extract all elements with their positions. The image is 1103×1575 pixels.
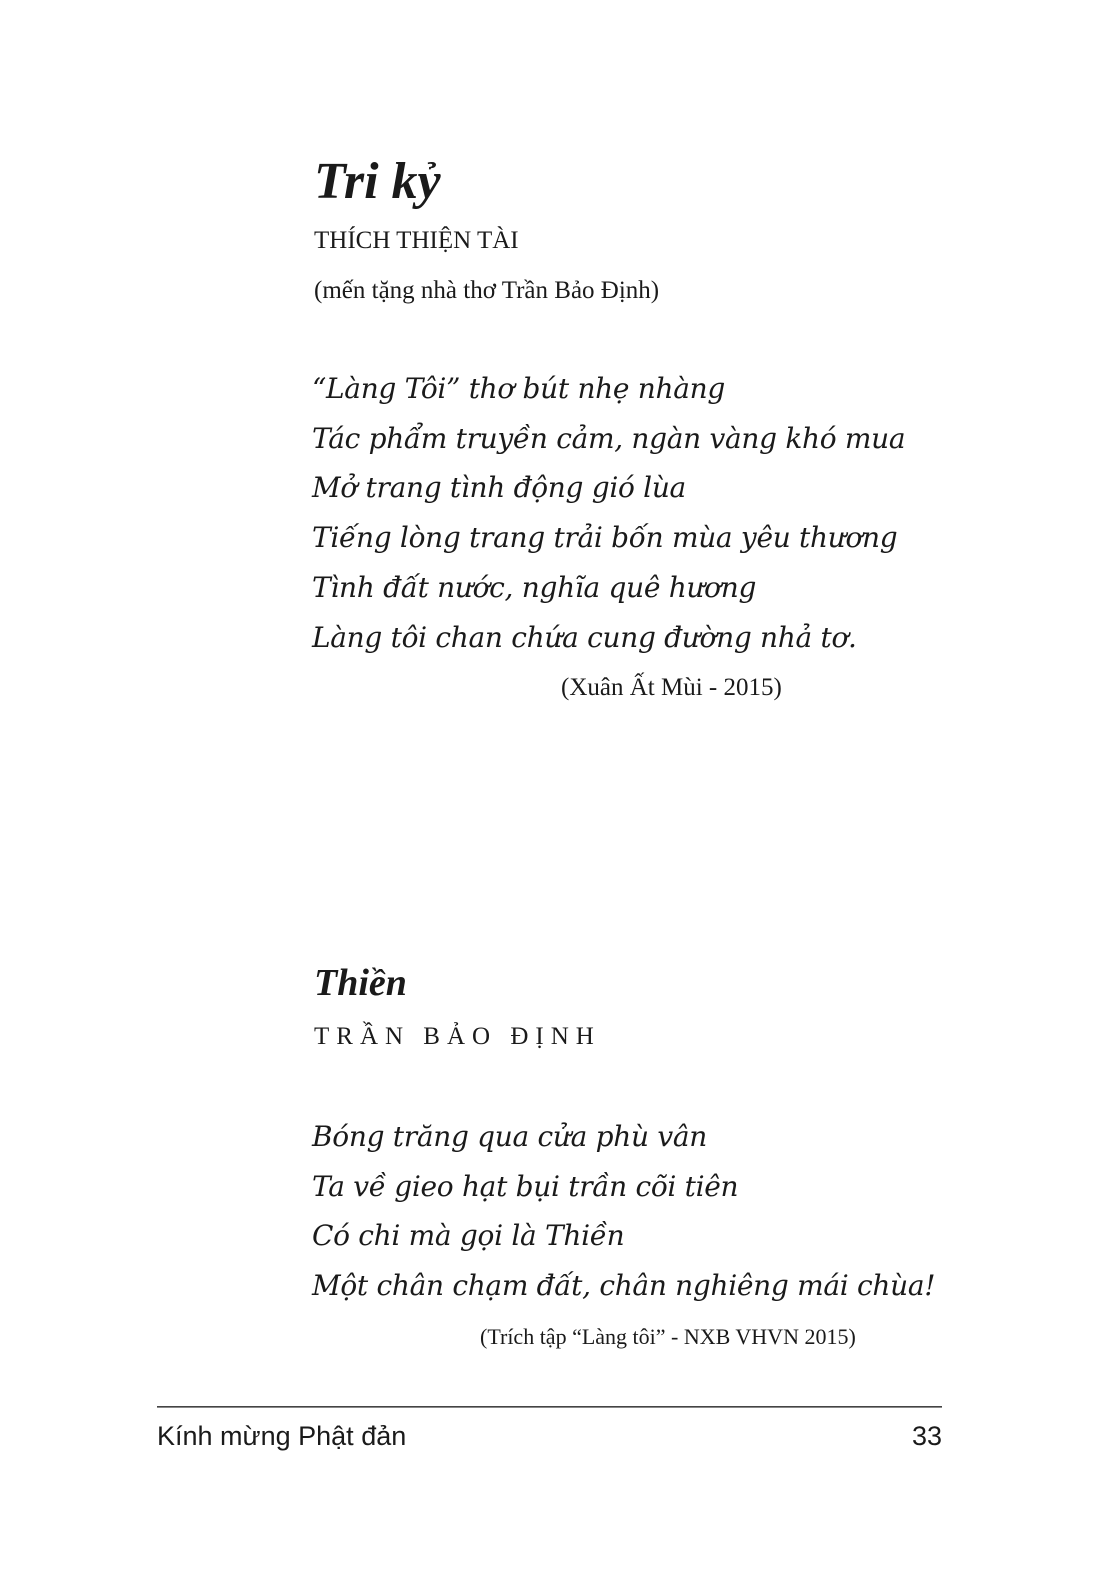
- poem-line: Ta về gieo hạt bụi trần cõi tiên: [312, 1169, 739, 1203]
- poem-dedication: (mến tặng nhà thơ Trần Bảo Định): [314, 277, 660, 304]
- footer-title: Kính mừng Phật đản: [157, 1421, 407, 1451]
- poem-line: Tiếng lòng trang trải bốn mùa yêu thương: [312, 521, 898, 555]
- poem-title: Thiền: [314, 962, 407, 1004]
- footer-divider: [157, 1406, 942, 1408]
- poem-source: (Trích tập “Làng tôi” - NXB VHVN 2015): [480, 1324, 856, 1349]
- poem-title: Tri kỷ: [314, 153, 441, 210]
- poem-author: THÍCH THIỆN TÀI: [314, 227, 519, 254]
- page-number: 33: [911, 1421, 942, 1451]
- poem-body: [312, 364, 905, 662]
- poem-line: Tác phẩm truyền cảm, ngàn vàng khó mua: [312, 421, 906, 455]
- poem-line: Bóng trăng qua cửa phù vân: [312, 1120, 707, 1153]
- poem-line: Làng tôi chan chứa cung đường nhả tơ.: [312, 620, 857, 654]
- poem-line: Một chân chạm đất, chân nghiêng mái chùa!: [312, 1269, 936, 1303]
- poem-author: TRẦN BẢO ĐỊNH: [314, 1023, 601, 1050]
- poem-body: [312, 1112, 935, 1311]
- poem-line: Tình đất nước, nghĩa quê hương: [312, 570, 757, 604]
- poem-line: “Làng Tôi” thơ bút nhẹ nhàng: [312, 372, 725, 405]
- poem-line: Mở trang tình động gió lùa: [312, 471, 686, 505]
- poem-source: (Xuân Ất Mùi - 2015): [561, 674, 782, 701]
- poem-line: Có chi mà gọi là Thiền: [312, 1219, 625, 1253]
